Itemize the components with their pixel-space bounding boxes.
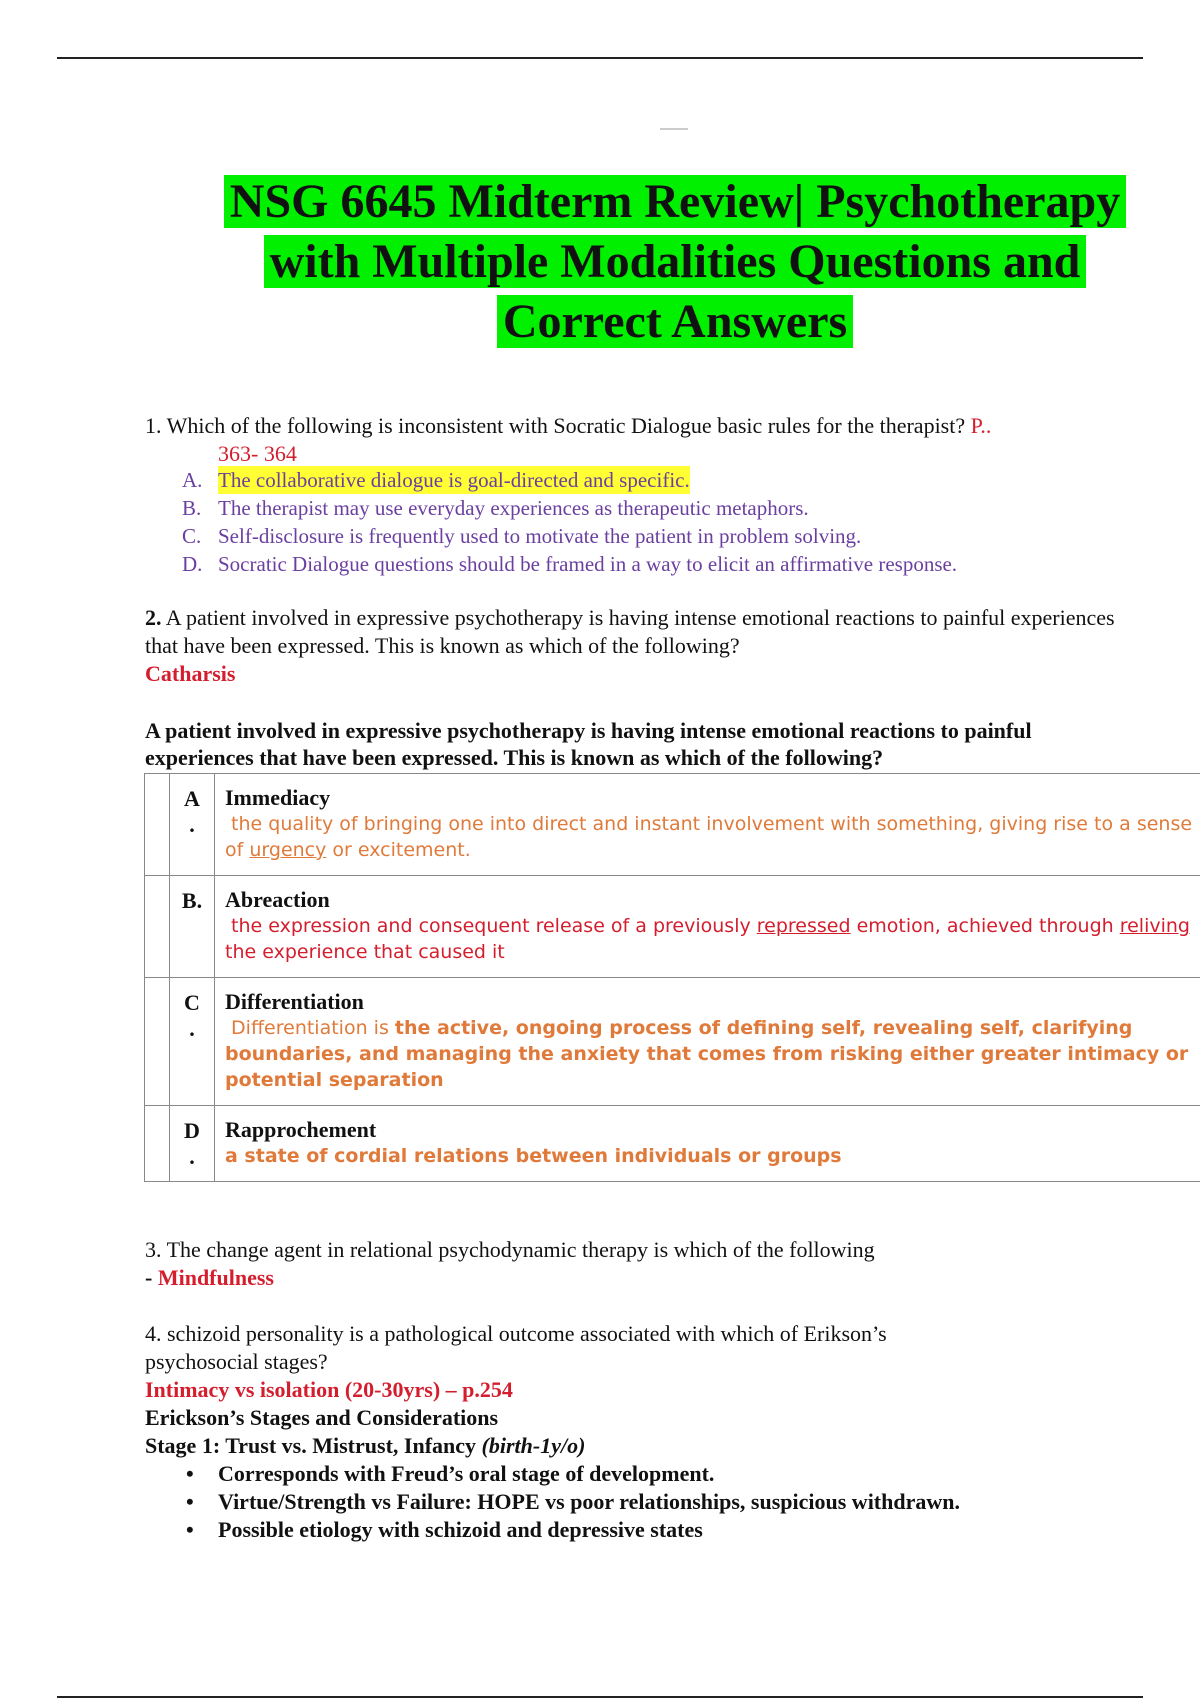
list-item xyxy=(186,1460,1146,1488)
definition-part: the active, ongoing process of defining self, revealing self, clarifying boundaries, and managing the anxiety that comes from risking either greater intimacy or potential separation xyxy=(225,1017,1189,1091)
question-4-answer: Intimacy vs isolation (20-30yrs) – p.254 xyxy=(145,1377,513,1402)
question-3-text: 3. The change agent in relational psychodynamic therapy is which of the following xyxy=(145,1237,875,1262)
option-text: The therapist may use everyday experiences as therapeutic metaphors. xyxy=(218,496,809,520)
question-2-answer: Catharsis xyxy=(145,661,236,686)
option-b xyxy=(182,494,1142,522)
row-definition: a state of cordial relations between individuals or groups xyxy=(225,1145,842,1167)
row-letter-dot: . xyxy=(189,1016,195,1041)
row-term: Differentiation xyxy=(225,989,364,1014)
top-rule xyxy=(57,57,1143,59)
row-letter-text: C xyxy=(184,990,200,1015)
table-margin-cell xyxy=(145,1106,170,1182)
answer-table-heading: A patient involved in expressive psychotherapy is having intense emotional reactions to painful experiences that have been expressed. This is known as which of the following? xyxy=(145,718,1032,770)
row-term: Rapprochement xyxy=(225,1117,377,1142)
question-1-text: 1. Which of the following is inconsistent with Socratic Dialogue basic rules for the therapist? xyxy=(145,413,966,438)
option-d xyxy=(182,550,1142,578)
question-1-page-range: 363- 364 xyxy=(218,441,297,466)
table-row xyxy=(145,978,1200,1106)
question-4 xyxy=(145,1320,1145,1460)
title-line-3: Correct Answers xyxy=(497,295,853,348)
row-letter xyxy=(170,876,215,978)
definition-link[interactable]: repressed xyxy=(756,915,851,937)
row-letter-dot: . xyxy=(189,812,195,837)
stages-subheading: Erickson’s Stages and Considerations xyxy=(145,1405,499,1430)
bullet-icon: • xyxy=(186,1489,194,1514)
row-term: Abreaction xyxy=(225,887,330,912)
row-content xyxy=(215,774,1200,876)
definition-part: emotion, achieved through xyxy=(850,915,1120,937)
question-2 xyxy=(145,604,1145,688)
document-title xyxy=(150,172,1200,352)
row-letter-text: A xyxy=(184,786,200,811)
definition-link[interactable]: urgency xyxy=(249,839,327,861)
row-letter-text: D xyxy=(184,1118,200,1143)
list-item-text: Corresponds with Freud’s oral stage of development. xyxy=(218,1461,715,1486)
row-content xyxy=(215,876,1200,978)
row-definition xyxy=(225,1015,1200,1093)
option-letter: A. xyxy=(182,468,203,492)
table-row xyxy=(145,1106,1200,1182)
stage-1-title: Stage 1: Trust vs. Mistrust, Infancy xyxy=(145,1433,482,1458)
table-row xyxy=(145,774,1200,876)
definition-part: or excitement. xyxy=(326,839,471,861)
question-1 xyxy=(145,412,1145,468)
header-mark xyxy=(660,128,688,130)
option-text-correct: The collaborative dialogue is goal-directed and specific. xyxy=(218,468,690,492)
row-letter-dot: . xyxy=(189,1144,195,1169)
option-text: Self-disclosure is frequently used to motivate the patient in problem solving. xyxy=(218,524,862,548)
row-content xyxy=(215,1106,1200,1182)
title-line-2: with Multiple Modalities Questions and xyxy=(264,235,1087,288)
bullet-icon: • xyxy=(186,1461,194,1486)
title-line-1: NSG 6645 Midterm Review| Psychotherapy xyxy=(224,175,1126,228)
option-letter: D. xyxy=(182,552,203,576)
question-2-text: A patient involved in expressive psychotherapy is having intense emotional reactions to painful experiences that have been expressed. This is known as which of the following? xyxy=(145,605,1115,658)
question-1-options xyxy=(182,466,1142,578)
question-2-number: 2. xyxy=(145,605,162,630)
definition-part: the quality of bringing one into direct and instant involvement with something, giving rise to a sense of xyxy=(225,813,1193,861)
list-item-text: Possible etiology with schizoid and depressive states xyxy=(218,1517,703,1542)
list-item xyxy=(186,1516,1146,1544)
table-margin-cell xyxy=(145,876,170,978)
table-margin-cell xyxy=(145,774,170,876)
stage-1-bullets xyxy=(186,1460,1146,1544)
option-a xyxy=(182,466,1142,494)
stage-1-label xyxy=(145,1432,1145,1460)
row-letter xyxy=(170,774,215,876)
table-row xyxy=(145,876,1200,978)
row-term: Immediacy xyxy=(225,785,331,810)
list-item-text: Virtue/Strength vs Failure: HOPE vs poor relationships, suspicious withdrawn. xyxy=(218,1489,960,1514)
question-3-answer-prefix: - xyxy=(145,1265,158,1290)
bottom-rule xyxy=(57,1696,1143,1698)
bullet-icon: • xyxy=(186,1517,194,1542)
question-3 xyxy=(145,1236,1145,1292)
option-letter: C. xyxy=(182,524,202,548)
question-3-answer: Mindfulness xyxy=(157,1265,274,1290)
option-letter: B. xyxy=(182,496,202,520)
option-text: Socratic Dialogue questions should be framed in a way to elicit an affirmative response. xyxy=(218,552,958,576)
question-1-page-ref: P.. xyxy=(970,413,992,438)
row-letter-text: B. xyxy=(181,888,203,913)
answer-table xyxy=(144,773,1200,1182)
definition-part: the experience that caused it xyxy=(225,941,505,963)
question-4-text: 4. schizoid personality is a pathological outcome associated with which of Erikson’s psychosocial stages? xyxy=(145,1321,887,1374)
row-letter xyxy=(170,1106,215,1182)
stage-1-age: (birth-1y/o) xyxy=(481,1433,586,1458)
row-content xyxy=(215,978,1200,1106)
row-definition xyxy=(225,811,1200,863)
list-item xyxy=(186,1488,1146,1516)
option-c xyxy=(182,522,1142,550)
table-margin-cell xyxy=(145,978,170,1106)
definition-link[interactable]: reliving xyxy=(1119,915,1190,937)
definition-part: the expression and consequent release of a previously xyxy=(231,915,757,937)
row-letter xyxy=(170,978,215,1106)
row-definition xyxy=(225,913,1200,965)
definition-part: Differentiation is xyxy=(231,1017,395,1039)
